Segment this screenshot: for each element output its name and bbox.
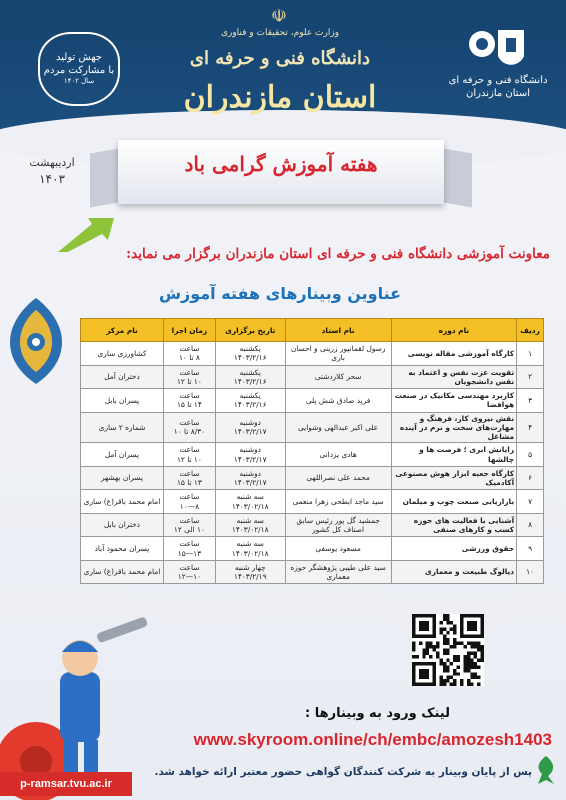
- logo-line: دانشگاه فنی و حرفه ای: [448, 75, 548, 86]
- cell-date-value: ۱۴۰۳/۲/۱۶: [233, 376, 267, 386]
- cell-course: کارگاه جعبه ابزار هوش مصنوعی آکادمیک: [391, 466, 517, 490]
- qr-code-icon[interactable]: [412, 614, 484, 686]
- cell-center: شماره ۲ ساری: [81, 412, 164, 443]
- webinar-table: [80, 318, 544, 584]
- cell-date-value: ۱۴۰۳/۲/۱۷: [233, 454, 267, 464]
- cell-row-number: ۲: [517, 365, 544, 389]
- cell-row-number: ۸: [517, 513, 544, 537]
- cell-center: پسران بابل: [81, 389, 164, 413]
- cell-date: [215, 389, 285, 413]
- subtitle: معاونت آموزشی دانشگاه فنی و حرفه ای استان مازندران برگزار می نماید:: [126, 246, 550, 262]
- cell-row-number: ۳: [517, 389, 544, 413]
- cell-time-value: ۱۰ الی ۱۲: [173, 525, 205, 534]
- university-logo-text: [448, 74, 548, 100]
- cell-teacher: هادی یزدانی: [285, 443, 391, 467]
- webinar-link[interactable]: www.skyroom.online/ch/embc/amozesh1403: [193, 730, 552, 749]
- cell-date-value: ۱۴۰۳/۲/۱۷: [233, 478, 267, 487]
- cell-row-number: ۹: [517, 537, 544, 561]
- cell-time-value: ۸/۳۰ تا ۱۰: [173, 427, 206, 437]
- cell-time-label: ساعت: [179, 562, 200, 572]
- header-course: نام دوره: [391, 319, 517, 342]
- cell-date-value: ۱۴۰۳/۰۲/۱۸: [231, 548, 269, 558]
- cell-time: [163, 389, 215, 413]
- cell-time: [163, 342, 215, 366]
- cell-time-value: ۸ تا ۱۰: [178, 353, 200, 363]
- table-row: [81, 389, 544, 413]
- cell-row-number: ۱۰: [517, 560, 544, 584]
- cell-teacher: سید علی طیبی پژوهشگر حوزه معماری: [285, 560, 391, 584]
- cell-course: بازاریابی صنعت چوب و مبلمان: [391, 490, 517, 514]
- cell-time-label: ساعت: [179, 515, 200, 525]
- cell-teacher: مسعود یوسفی: [285, 537, 391, 561]
- table-row: [81, 466, 544, 490]
- cell-course: رایانش ابری ؛ فرصت ها و چالشها: [391, 443, 517, 467]
- table-row: [81, 513, 544, 537]
- cell-time: [163, 466, 215, 490]
- cell-day: یکشنبه: [239, 367, 261, 377]
- header-row-number: ردیف: [517, 319, 544, 342]
- table-row: [81, 490, 544, 514]
- table-row: [81, 537, 544, 561]
- cell-center: امام محمد باقر(ع) ساری: [81, 490, 164, 514]
- cell-date: [215, 443, 285, 467]
- cell-time: [163, 513, 215, 537]
- table-header-row: [81, 319, 544, 342]
- cell-time-value: ۱۰ تا ۱۲: [176, 454, 202, 464]
- table-row: [81, 412, 544, 443]
- cell-date: [215, 412, 285, 443]
- cell-time-label: ساعت: [179, 539, 200, 549]
- cell-row-number: ۴: [517, 412, 544, 443]
- logo-line: استان مازندران: [466, 88, 530, 99]
- cell-day: سه شنبه: [236, 515, 264, 525]
- production-leap-logo: [38, 32, 120, 106]
- cell-center: دختران بابل: [81, 513, 164, 537]
- cell-center: کشاورزی ساری: [81, 342, 164, 366]
- cell-row-number: ۱: [517, 342, 544, 366]
- cell-time-value: ۱۴ تا ۱۵: [176, 400, 202, 410]
- table-title: عناوین وبینارهای هفته آموزش: [158, 284, 402, 303]
- header-date: تاریخ برگزاری: [215, 319, 285, 342]
- cell-date: [215, 490, 285, 514]
- cell-teacher: سید ماجد ابطحی زهرا منعمی: [285, 490, 391, 514]
- cell-center: پسران بهشهر: [81, 466, 164, 490]
- table-row: [81, 365, 544, 389]
- cell-course: نقش نیروی کار، فرهنگ و مهارت‌های سخت و نرم در آینده مشاغل: [391, 412, 517, 443]
- cell-time-label: ساعت: [179, 418, 200, 428]
- province-name: استان مازندران: [183, 80, 377, 115]
- cell-time-label: ساعت: [179, 367, 200, 377]
- cell-teacher: جمشید گل پور رئیس سابق اصناف کل کشور: [285, 513, 391, 537]
- iran-emblem-icon: ☫: [270, 6, 288, 27]
- date-month: اردیبهشت: [29, 156, 75, 169]
- cell-date-value: ۱۴۰۳/۲/۱۶: [233, 353, 267, 363]
- cell-row-number: ۷: [517, 490, 544, 514]
- cell-course: تقویت عزت نفس و اعتماد به نفس دانشجویان: [391, 365, 517, 389]
- cell-course: کارگاه آموزشی مقاله نویسی: [391, 342, 517, 366]
- table-row: [81, 560, 544, 584]
- cell-date: [215, 342, 285, 366]
- logo-line: جهش تولید: [56, 52, 102, 64]
- cell-row-number: ۵: [517, 443, 544, 467]
- header-center: نام مرکز: [81, 319, 164, 342]
- cell-day: سه شنبه: [236, 492, 264, 502]
- cell-center: پسران آمل: [81, 443, 164, 467]
- site-address[interactable]: p-ramsar.tvu.ac.ir: [0, 772, 132, 796]
- cell-teacher: محمد علی نصراللهی: [285, 466, 391, 490]
- cell-time-label: ساعت: [179, 391, 200, 400]
- header-time: زمان اجرا: [163, 319, 215, 342]
- cell-time-value: ۱۳ تا ۱۵: [176, 478, 202, 487]
- link-label: لینک ورود به وبینارها :: [304, 706, 450, 721]
- cell-teacher: علی اکبر عبدالهی وشوایی: [285, 412, 391, 443]
- logo-line: با مشارکت مردم: [43, 64, 115, 76]
- cell-date: [215, 560, 285, 584]
- cell-day: دوشنبه: [239, 445, 261, 455]
- cell-time: [163, 443, 215, 467]
- cell-date-value: ۱۴۰۳/۲/۱۷: [233, 427, 267, 437]
- cell-day: سه شنبه: [236, 539, 264, 549]
- cell-center: دختران آمل: [81, 365, 164, 389]
- university-name: دانشگاه فنی و حرفه ای: [189, 48, 371, 69]
- header-teacher: نام استاد: [285, 319, 391, 342]
- cell-date-value: ۱۴۰۳/۲/۱۹: [233, 572, 267, 581]
- cell-time-label: ساعت: [179, 445, 200, 455]
- date-year: ۱۴۰۳: [39, 172, 65, 186]
- cell-date-value: ۱۴۰۳/۰۲/۱۸: [231, 501, 269, 511]
- cell-date: [215, 537, 285, 561]
- table-row: [81, 342, 544, 366]
- cell-course: کاربرد مهندسی مکانیک در صنعت هوافضا: [391, 389, 517, 413]
- cell-time: [163, 560, 215, 584]
- cell-date: [215, 365, 285, 389]
- cell-time-label: ساعت: [179, 492, 200, 502]
- cell-time: [163, 537, 215, 561]
- cell-day: یکشنبه: [239, 391, 261, 400]
- cell-center: امام محمد باقر(ع) ساری: [81, 560, 164, 584]
- cell-time-label: ساعت: [179, 344, 200, 353]
- cell-date: [215, 466, 285, 490]
- cell-day: دوشنبه: [239, 418, 261, 428]
- green-arrow-icon: [58, 218, 114, 252]
- cell-date-value: ۱۴۰۳/۰۲/۱۸: [231, 525, 269, 534]
- cell-teacher: رسول لقمانپور زرینی و احسان باری: [285, 342, 391, 366]
- cell-time: [163, 412, 215, 443]
- cell-time-value: ۱۳—۱۵: [177, 548, 202, 558]
- cell-course: حقوق ورزشی: [391, 537, 517, 561]
- logo-line: سال ۱۴۰۲: [63, 77, 95, 86]
- cell-date: [215, 513, 285, 537]
- cell-day: یکشنبه: [239, 344, 261, 353]
- cell-time: [163, 365, 215, 389]
- ornament-icon: [8, 296, 64, 386]
- cell-day: چهار شنبه: [234, 562, 266, 572]
- cell-time-value: ۱۰—۱۲: [177, 572, 202, 581]
- cell-time-value: ۱۰ تا ۱۲: [176, 376, 202, 386]
- certificate-note: پس از پایان وبینار به شرکت کنندگان گواهی حضور معتبر ارائه خواهد شد.: [154, 766, 532, 778]
- banner-title: هفته آموزش گرامی باد: [184, 152, 378, 176]
- cell-course: دیالوگ طبیعت و معماری: [391, 560, 517, 584]
- cell-date-value: ۱۴۰۳/۲/۱۶: [233, 400, 267, 410]
- cell-time-value: ۸—۱۰: [179, 501, 200, 511]
- cell-course: آشنایی با فعالیت های حوزه کسب و کارهای صنفی: [391, 513, 517, 537]
- ministry-name: وزارت علوم، تحقیقات و فناوری: [220, 28, 340, 38]
- cell-teacher: فرید صادق شش پلی: [285, 389, 391, 413]
- cell-time-label: ساعت: [179, 468, 200, 478]
- cell-center: پسران محمود آباد: [81, 537, 164, 561]
- table-row: [81, 443, 544, 467]
- cell-day: دوشنبه: [239, 468, 261, 478]
- cell-teacher: سحر کلاردشتی: [285, 365, 391, 389]
- ribbon-icon: [534, 756, 558, 784]
- cell-row-number: ۶: [517, 466, 544, 490]
- cell-time: [163, 490, 215, 514]
